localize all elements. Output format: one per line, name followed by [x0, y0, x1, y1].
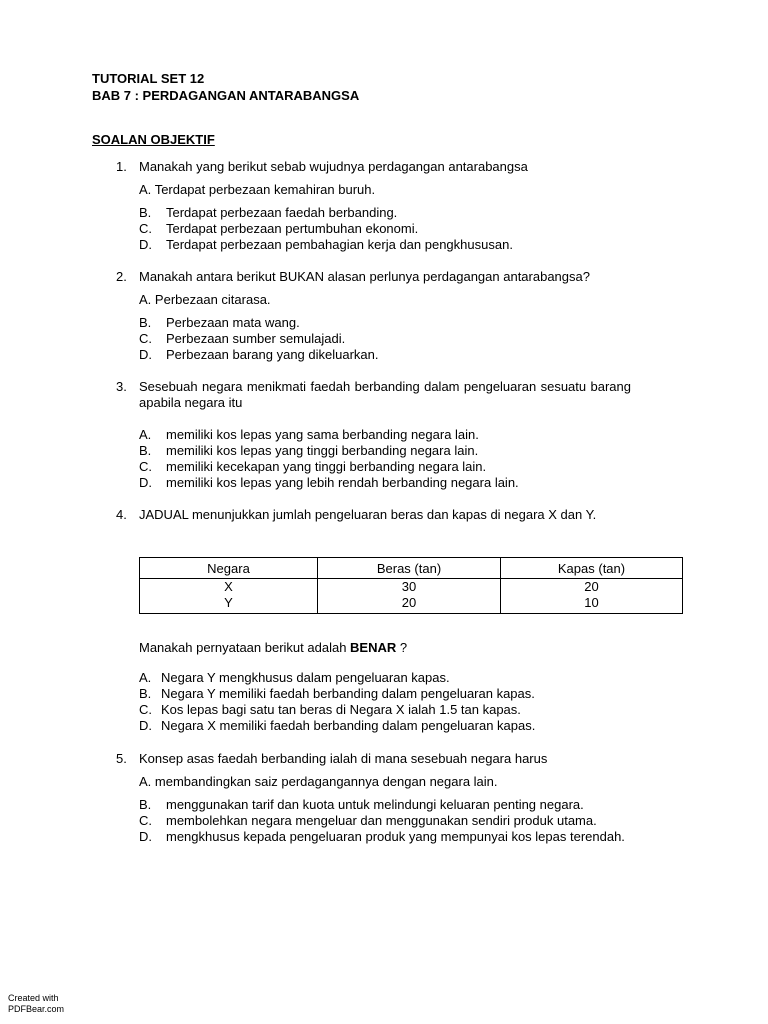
table-cell: 30 [318, 579, 501, 596]
chapter-title: BAB 7 : PERDAGANGAN ANTARABANGSA [92, 88, 360, 103]
option-letter: D. [139, 347, 152, 362]
section-heading: SOALAN OBJEKTIF [92, 132, 215, 147]
option-text: memiliki kos lepas yang sama berbanding negara lain. [166, 427, 479, 442]
option-c [139, 221, 418, 237]
option-a [139, 292, 271, 308]
option-text: mengkhusus kepada pengeluaran produk yang mempunyai kos lepas terendah. [166, 829, 625, 844]
table-row [140, 595, 683, 614]
option-letter: A. [139, 670, 152, 685]
option-letter: D. [139, 829, 152, 844]
option-b [139, 205, 397, 221]
option-text: Perbezaan citarasa. [154, 292, 271, 307]
table-cell: 20 [501, 579, 683, 596]
question-text: JADUAL menunjukkan jumlah pengeluaran beras dan kapas di negara X dan Y. [139, 507, 597, 522]
option-b [139, 686, 535, 702]
option-text: Kos lepas bagi satu tan beras di Negara X ialah 1.5 tan kapas. [161, 702, 521, 717]
option-letter: B. [139, 205, 152, 220]
statement-text: Manakah pernyataan berikut adalah [139, 640, 351, 655]
option-letter: A. [139, 182, 152, 197]
table-cell: X [140, 579, 318, 596]
watermark-line: PDFBear.com [8, 1004, 65, 1014]
option-b [139, 315, 300, 331]
option-letter: B. [139, 443, 152, 458]
question-text: Sesebuah negara menikmati faedah berbanding dalam pengeluaran sesuatu barang apabila negara itu [139, 379, 631, 410]
table-header-row [140, 558, 683, 579]
question-text: Konsep asas faedah berbanding ialah di mana sesebuah negara harus [139, 751, 548, 766]
production-table [139, 557, 683, 614]
option-d [139, 347, 378, 363]
option-text: Perbezaan mata wang. [166, 315, 300, 330]
option-a [139, 670, 450, 686]
option-d [139, 475, 519, 491]
option-letter: C. [139, 702, 152, 717]
pdfbear-watermark [8, 993, 64, 1015]
table-header-cell: Kapas (tan) [501, 558, 683, 579]
question-number: 2. [116, 269, 127, 284]
option-letter: D. [139, 718, 152, 733]
option-text: memiliki kecekapan yang tinggi berbanding negara lain. [166, 459, 487, 474]
table-header-cell: Beras (tan) [318, 558, 501, 579]
option-text: Negara X memiliki faedah berbanding dalam pengeluaran kapas. [161, 718, 536, 733]
option-letter: B. [139, 315, 152, 330]
option-text: Perbezaan sumber semulajadi. [166, 331, 346, 346]
option-text: Terdapat perbezaan pertumbuhan ekonomi. [166, 221, 419, 236]
question-text: Manakah yang berikut sebab wujudnya perdagangan antarabangsa [139, 159, 528, 174]
statement-emphasis: BENAR [350, 640, 397, 655]
table-cell: 20 [318, 595, 501, 614]
option-letter: B. [139, 686, 152, 701]
option-letter: C. [139, 813, 152, 828]
table-row [140, 579, 683, 596]
option-text: Perbezaan barang yang dikeluarkan. [166, 347, 379, 362]
question-text: Manakah antara berikut BUKAN alasan perlunya perdagangan antarabangsa? [139, 269, 590, 284]
option-letter: A. [139, 292, 152, 307]
question-number: 4. [116, 507, 127, 522]
option-text: Terdapat perbezaan faedah berbanding. [166, 205, 398, 220]
option-text: Terdapat perbezaan kemahiran buruh. [154, 182, 376, 197]
option-a [139, 182, 375, 198]
option-c [139, 459, 486, 475]
option-text: memiliki kos lepas yang lebih rendah berbanding negara lain. [166, 475, 519, 490]
option-text: memiliki kos lepas yang tinggi berbanding negara lain. [166, 443, 479, 458]
option-letter: A. [139, 774, 152, 789]
option-c [139, 331, 345, 347]
table-header-cell: Negara [140, 558, 318, 579]
watermark-line: Created with [8, 993, 59, 1003]
option-text: membandingkan saiz perdagangannya dengan negara lain. [154, 774, 498, 789]
option-text: menggunakan tarif dan kuota untuk melindungi keluaran penting negara. [166, 797, 584, 812]
option-text: membolehkan negara mengeluar dan menggunakan sendiri produk utama. [166, 813, 597, 828]
option-d [139, 829, 625, 845]
question-number: 3. [116, 379, 127, 394]
option-text: Terdapat perbezaan pembahagian kerja dan pengkhususan. [166, 237, 513, 252]
option-letter: D. [139, 237, 152, 252]
option-a [139, 774, 498, 790]
option-letter: A. [139, 427, 152, 442]
option-b [139, 443, 478, 459]
option-c [139, 702, 521, 718]
question-number: 5. [116, 751, 127, 766]
option-letter: C. [139, 331, 152, 346]
table-cell: 10 [501, 595, 683, 614]
option-a [139, 427, 479, 443]
option-letter: B. [139, 797, 152, 812]
option-b [139, 797, 584, 813]
option-c [139, 813, 597, 829]
question-number: 1. [116, 159, 127, 174]
table-cell: Y [140, 595, 318, 614]
option-d [139, 718, 535, 734]
option-text: Negara Y memiliki faedah berbanding dalam pengeluaran kapas. [161, 686, 535, 701]
option-letter: C. [139, 459, 152, 474]
option-letter: D. [139, 475, 152, 490]
option-text: Negara Y mengkhusus dalam pengeluaran kapas. [161, 670, 450, 685]
document-title: TUTORIAL SET 12 [92, 71, 205, 86]
statement-suffix: ? [396, 640, 408, 655]
question-statement [139, 640, 407, 656]
option-d [139, 237, 513, 253]
option-letter: C. [139, 221, 152, 236]
